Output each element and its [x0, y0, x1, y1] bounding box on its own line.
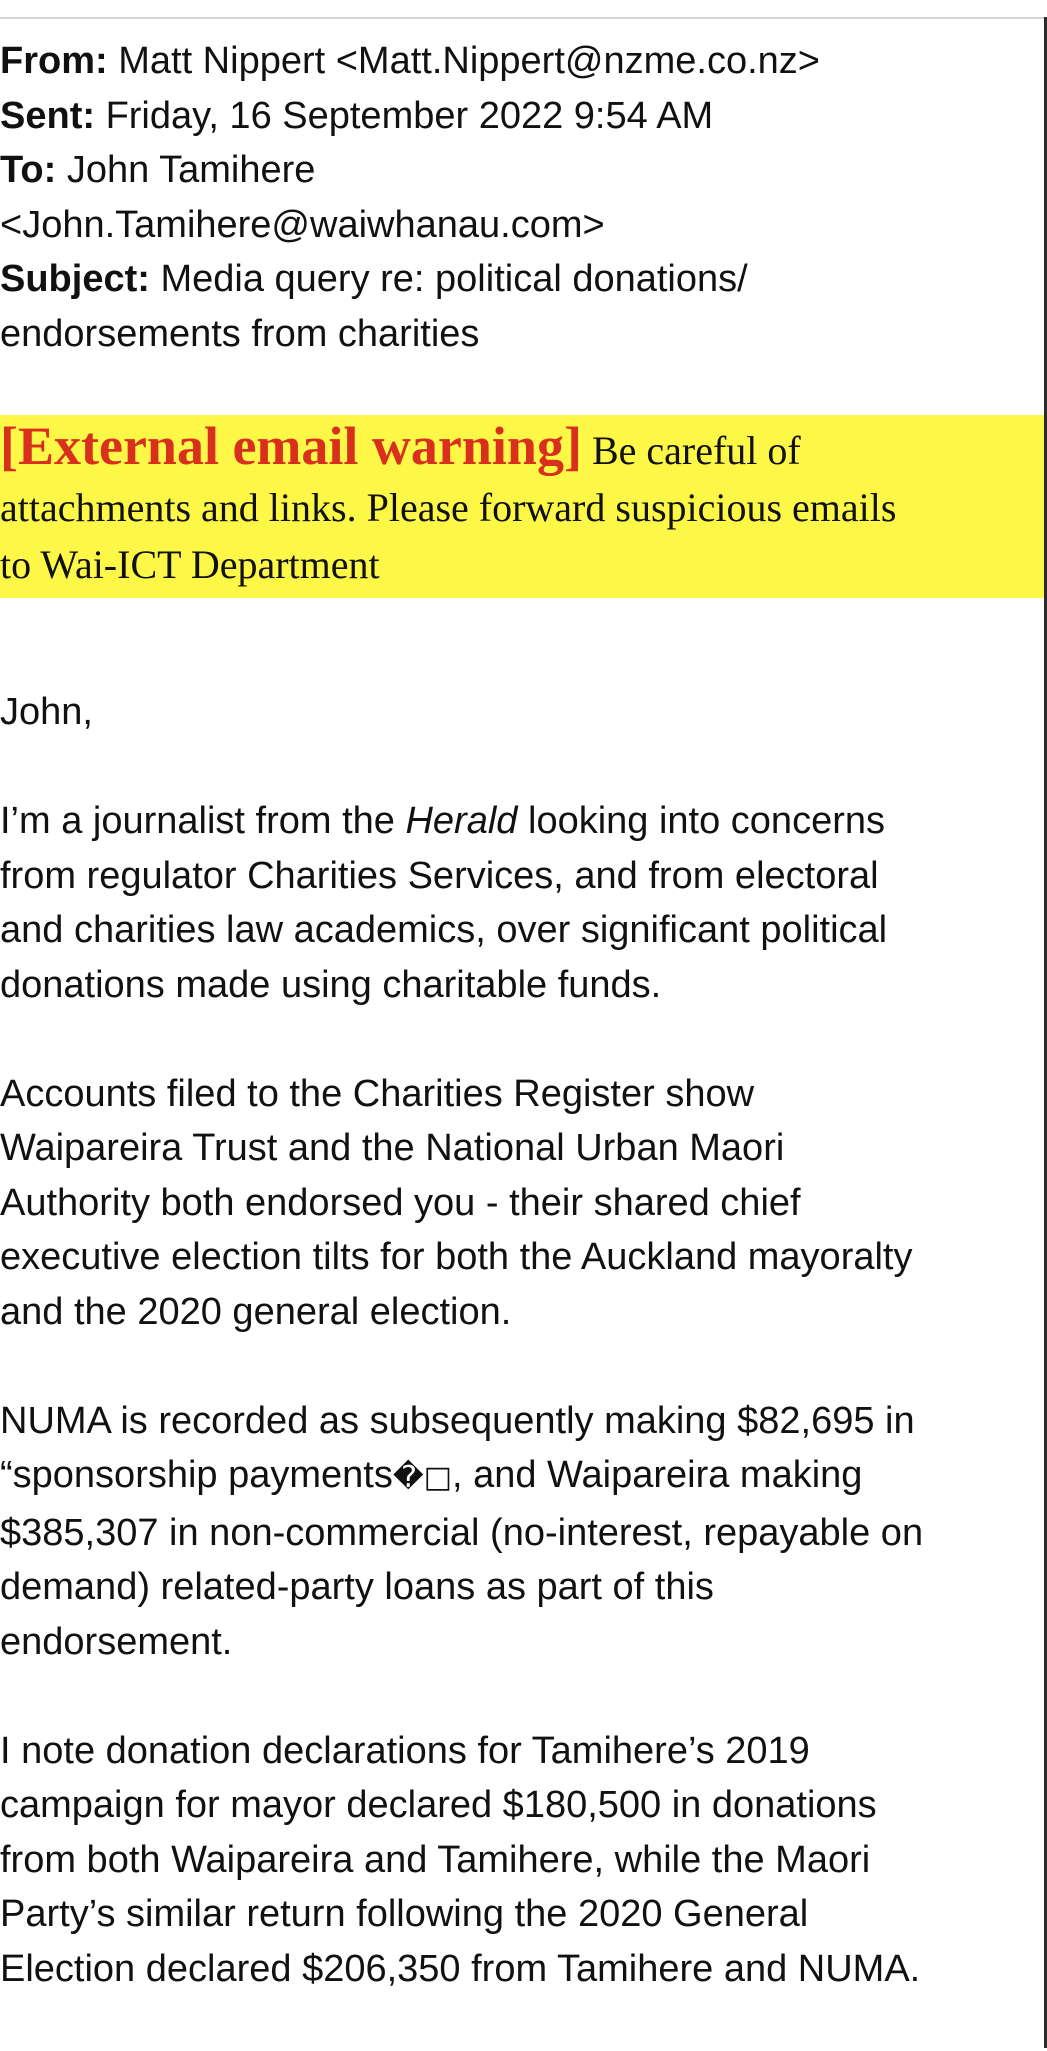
subject-row-continued [0, 307, 1030, 362]
sent-value: Friday, 16 September 2022 9:54 AM [105, 94, 714, 137]
paragraph-3-line-3: $385,307 in non-commercial (no-interest, repayable on [0, 1511, 924, 1554]
paragraph-1 [0, 794, 1040, 1012]
paragraph-2-line-1: Accounts filed to the Charities Register show [0, 1072, 755, 1115]
to-label: To: [0, 149, 57, 191]
email-headers [0, 34, 1030, 361]
top-divider [0, 17, 1045, 19]
to-name[interactable]: John Tamihere [66, 149, 316, 191]
sent-label: Sent: [0, 94, 95, 137]
paragraph-1-line-1 [0, 794, 1040, 849]
paragraph-2-line-5: and the 2020 general election. [0, 1290, 512, 1333]
to-address-row [0, 198, 1030, 253]
paragraph-3-line-1: NUMA is recorded as subsequently making $82,695 in [0, 1399, 915, 1442]
paragraph-4-line-2: campaign for mayor declared $180,500 in donations [0, 1784, 877, 1826]
email-body [0, 685, 1040, 2051]
from-value[interactable]: Matt Nippert <Matt.Nippert@nzme.co.nz> [118, 40, 820, 82]
external-email-warning-banner [0, 415, 1044, 598]
paragraph-3-line-2 [0, 1448, 1040, 1506]
missing-glyph-box-icon: □ [423, 1460, 452, 1495]
herald-name: Herald [405, 800, 518, 842]
warning-line-2: attachments and links. Please forward suspicious emails [0, 485, 897, 530]
warning-text-1: Be careful of [591, 428, 801, 473]
paragraph-2-line-3: Authority both endorsed you - their shared chief [0, 1181, 801, 1224]
from-row [0, 34, 1030, 89]
paragraph-3-line-5: endorsement. [0, 1620, 233, 1663]
paragraph-3 [0, 1394, 1040, 1670]
paragraph-1-line-3: and charities law academics, over significant political [0, 909, 888, 951]
paragraph-2-line-2: Waipareira Trust and the National Urban Maori [0, 1127, 785, 1169]
paragraph-2-line-4: executive election tilts for both the Auckland mayoralty [0, 1236, 913, 1278]
from-label: From: [0, 40, 108, 82]
paragraph-4-line-1: I note donation declarations for Tamihere’s 2019 [0, 1729, 810, 1772]
subject-value-line2: endorsements from charities [0, 312, 480, 355]
paragraph-3-line-4: demand) related-party loans as part of this [0, 1566, 714, 1608]
p1-text-a: I’m a journalist from the [0, 800, 406, 842]
paragraph-4-line-3: from both Waipareira and Tamihere, while the Maori [0, 1838, 871, 1881]
paragraph-4-line-4: Party’s similar return following the 2020 General [0, 1893, 809, 1935]
paragraph-4 [0, 1724, 1040, 1997]
warning-line-3: to Wai-ICT Department [0, 542, 380, 587]
subject-label: Subject: [0, 258, 150, 300]
greeting: John, [0, 691, 93, 733]
to-address[interactable]: <John.Tamihere@waiwhanau.com> [0, 203, 605, 246]
subject-row [0, 252, 1030, 307]
p3-text-a: “sponsorship payments [0, 1454, 393, 1496]
to-row [0, 143, 1030, 198]
warning-line-1 [0, 418, 1044, 479]
paragraph-1-line-4: donations made using charitable funds. [0, 963, 662, 1006]
replacement-character-icon: � [392, 1460, 424, 1495]
p3-text-b: , and Waipareira making [451, 1454, 863, 1496]
sent-row [0, 89, 1030, 144]
subject-value-line1: Media query re: political donations/ [160, 258, 748, 300]
paragraph-1-line-2: from regulator Charities Services, and from electoral [0, 854, 879, 897]
warning-title: [External email warning] [0, 416, 582, 476]
p1-text-b: looking into concerns [517, 800, 885, 842]
paragraph-2 [0, 1067, 1040, 1340]
paragraph-4-line-5: Election declared $206,350 from Tamihere and NUMA. [0, 1947, 921, 1990]
